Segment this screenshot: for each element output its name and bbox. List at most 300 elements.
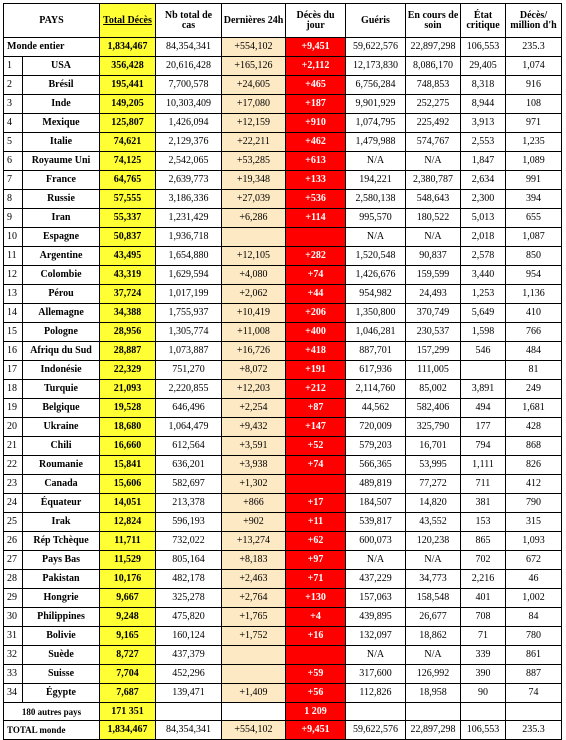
country-name: Irak [23,513,100,532]
row-index: 5 [4,133,23,152]
last-24h: +1,302 [222,475,286,494]
row-index: 27 [4,551,23,570]
critical-cases: 1,598 [461,323,506,342]
recovered: N/A [346,646,406,665]
country-name: Turquie [23,380,100,399]
others-recovered [346,703,406,721]
total-label: TOTAL monde [4,721,100,740]
deaths-today: +462 [286,133,346,152]
row-index: 34 [4,684,23,703]
recovered: 44,562 [346,399,406,418]
total-last24h: +554,102 [222,721,286,740]
active-cases: 180,522 [406,209,461,228]
deaths-per-million: 484 [506,342,562,361]
header-deces-par-million: Décès/ million d'h [506,4,562,38]
deaths-per-million: 916 [506,76,562,95]
recovered: 600,073 [346,532,406,551]
deaths-today: +62 [286,532,346,551]
total-cases: 213,378 [156,494,222,513]
row-index: 32 [4,646,23,665]
table-body [4,38,562,703]
total-deaths: 12,824 [100,513,156,532]
country-name: Égypte [23,684,100,703]
deaths-per-million: 826 [506,456,562,475]
total-cases: 84,354,341 [156,721,222,740]
table-row [4,646,562,665]
deaths-per-million: 84 [506,608,562,627]
row-index: 14 [4,304,23,323]
active-cases: N/A [406,228,461,247]
deaths-today: +400 [286,323,346,342]
row-index: 28 [4,570,23,589]
row-index: 10 [4,228,23,247]
table-row [4,114,562,133]
world-critical: 106,553 [461,38,506,57]
total-deaths: 195,441 [100,76,156,95]
row-index: 1 [4,57,23,76]
row-index: 2 [4,76,23,95]
active-cases: 325,790 [406,418,461,437]
last-24h: +2,062 [222,285,286,304]
table-row [4,570,562,589]
active-cases: 225,492 [406,114,461,133]
deaths-today: +282 [286,247,346,266]
total-cases: 160,124 [156,627,222,646]
total-cases: 2,220,855 [156,380,222,399]
recovered: 9,901,929 [346,95,406,114]
row-index: 13 [4,285,23,304]
deaths-per-million: 766 [506,323,562,342]
recovered: 6,756,284 [346,76,406,95]
row-index: 30 [4,608,23,627]
active-cases: 157,299 [406,342,461,361]
total-deaths: 9,165 [100,627,156,646]
last-24h [222,646,286,665]
country-name: Canada [23,475,100,494]
country-name: Mexique [23,114,100,133]
country-name: Indonésie [23,361,100,380]
recovered: 1,046,281 [346,323,406,342]
header-total-deces: Total Décès [100,4,156,38]
last-24h: +8,183 [222,551,286,570]
last-24h: +13,274 [222,532,286,551]
critical-cases: 2,578 [461,247,506,266]
last-24h: +2,764 [222,589,286,608]
country-name: Colombie [23,266,100,285]
total-cases: 732,022 [156,532,222,551]
critical-cases: 90 [461,684,506,703]
table-row [4,76,562,95]
recovered: 317,600 [346,665,406,684]
critical-cases [461,361,506,380]
active-cases: 34,773 [406,570,461,589]
table-row [4,475,562,494]
active-cases: 53,995 [406,456,461,475]
total-deaths: 7,704 [100,665,156,684]
deaths-today: +187 [286,95,346,114]
total-deaths: 15,606 [100,475,156,494]
deaths-today: +130 [286,589,346,608]
row-index: 16 [4,342,23,361]
world-last24h: +554,102 [222,38,286,57]
last-24h: +17,080 [222,95,286,114]
total-cases: 612,564 [156,437,222,456]
total-deaths: 1,834,467 [100,721,156,740]
total-deaths: 8,727 [100,646,156,665]
deaths-per-million: 1,074 [506,57,562,76]
row-index: 18 [4,380,23,399]
others-active [406,703,461,721]
critical-cases: 390 [461,665,506,684]
total-cases: 636,201 [156,456,222,475]
critical-cases: 381 [461,494,506,513]
country-name: Suisse [23,665,100,684]
critical-cases: 2,300 [461,190,506,209]
row-index: 17 [4,361,23,380]
total-cases: 7,700,578 [156,76,222,95]
total-cases: 805,164 [156,551,222,570]
total-deaths: 9,667 [100,589,156,608]
total-cases: 475,820 [156,608,222,627]
header-gueris: Guéris [346,4,406,38]
critical-cases: 3,913 [461,114,506,133]
deaths-per-million: 850 [506,247,562,266]
table-row [4,285,562,304]
total-deaths-today: +9,451 [286,721,346,740]
active-cases: 548,643 [406,190,461,209]
last-24h: +24,605 [222,76,286,95]
deaths-per-million: 74 [506,684,562,703]
deaths-per-million: 861 [506,646,562,665]
header-pays: PAYS [4,4,100,38]
total-deaths: 19,528 [100,399,156,418]
deaths-today: +2,112 [286,57,346,76]
row-index: 33 [4,665,23,684]
recovered: 566,365 [346,456,406,475]
recovered: 437,229 [346,570,406,589]
table-row [4,133,562,152]
total-cases: 325,278 [156,589,222,608]
deaths-today: +71 [286,570,346,589]
total-cases: 2,639,773 [156,171,222,190]
deaths-per-million: 46 [506,570,562,589]
header-nb-total-cas: Nb total de cas [156,4,222,38]
table-row [4,171,562,190]
critical-cases: 8,944 [461,95,506,114]
world-row [4,38,562,57]
critical-cases: 1,253 [461,285,506,304]
country-name: USA [23,57,100,76]
table-row [4,684,562,703]
recovered: 1,426,676 [346,266,406,285]
deaths-today: +613 [286,152,346,171]
total-critical: 106,553 [461,721,506,740]
last-24h [222,228,286,247]
recovered: 1,074,795 [346,114,406,133]
last-24h: +53,285 [222,152,286,171]
last-24h: +902 [222,513,286,532]
country-name: Argentine [23,247,100,266]
deaths-today: +418 [286,342,346,361]
country-name: Brésil [23,76,100,95]
country-name: France [23,171,100,190]
table-row [4,190,562,209]
total-deaths: 11,711 [100,532,156,551]
world-per-million: 235.3 [506,38,562,57]
critical-cases: 5,013 [461,209,506,228]
critical-cases: 153 [461,513,506,532]
deaths-today: +74 [286,456,346,475]
total-deaths: 34,388 [100,304,156,323]
deaths-per-million: 887 [506,665,562,684]
covid-table-container [3,3,562,740]
deaths-today: +17 [286,494,346,513]
last-24h: +8,072 [222,361,286,380]
active-cases: 111,005 [406,361,461,380]
table-row [4,266,562,285]
country-name: Bolivie [23,627,100,646]
total-recovered: 59,622,576 [346,721,406,740]
world-recovered: 59,622,576 [346,38,406,57]
deaths-per-million: 1,093 [506,532,562,551]
recovered: 617,936 [346,361,406,380]
last-24h: +16,726 [222,342,286,361]
world-cases: 84,354,341 [156,38,222,57]
recovered: 1,350,800 [346,304,406,323]
total-deaths: 18,680 [100,418,156,437]
last-24h: +9,432 [222,418,286,437]
table-row [4,418,562,437]
total-cases: 751,270 [156,361,222,380]
deaths-today: +59 [286,665,346,684]
table-row [4,532,562,551]
total-deaths: 14,051 [100,494,156,513]
critical-cases: 494 [461,399,506,418]
row-index: 4 [4,114,23,133]
row-index: 31 [4,627,23,646]
last-24h: +2,254 [222,399,286,418]
total-per-million: 235.3 [506,721,562,740]
last-24h: +3,938 [222,456,286,475]
table-row [4,589,562,608]
last-24h: +27,039 [222,190,286,209]
total-deaths: 64,765 [100,171,156,190]
row-index: 26 [4,532,23,551]
table-row [4,456,562,475]
critical-cases: 401 [461,589,506,608]
recovered: 2,114,760 [346,380,406,399]
world-active: 22,897,298 [406,38,461,57]
deaths-per-million: 672 [506,551,562,570]
deaths-today [286,646,346,665]
active-cases: 748,853 [406,76,461,95]
active-cases: 16,701 [406,437,461,456]
recovered: 2,580,138 [346,190,406,209]
country-name: Russie [23,190,100,209]
active-cases: 126,992 [406,665,461,684]
country-name: Ukraine [23,418,100,437]
table-row [4,95,562,114]
active-cases: 159,599 [406,266,461,285]
last-24h: +12,159 [222,114,286,133]
critical-cases: 339 [461,646,506,665]
critical-cases: 71 [461,627,506,646]
row-index: 12 [4,266,23,285]
deaths-per-million: 790 [506,494,562,513]
table-row [4,304,562,323]
table-row [4,342,562,361]
critical-cases: 5,649 [461,304,506,323]
recovered: 995,570 [346,209,406,228]
total-cases: 1,073,887 [156,342,222,361]
recovered: 954,982 [346,285,406,304]
deaths-today: +74 [286,266,346,285]
last-24h: +6,286 [222,209,286,228]
table-row [4,323,562,342]
country-name: Roumanie [23,456,100,475]
deaths-today: +212 [286,380,346,399]
deaths-today: +206 [286,304,346,323]
last-24h: +2,463 [222,570,286,589]
active-cases: N/A [406,551,461,570]
row-index: 21 [4,437,23,456]
country-name: Philippines [23,608,100,627]
deaths-today: +44 [286,285,346,304]
deaths-per-million: 1,002 [506,589,562,608]
active-cases: 8,086,170 [406,57,461,76]
country-name: Pakistan [23,570,100,589]
total-deaths: 16,660 [100,437,156,456]
table-row [4,494,562,513]
deaths-per-million: 868 [506,437,562,456]
recovered: 194,221 [346,171,406,190]
world-deaths-today: +9,451 [286,38,346,57]
critical-cases: 2,553 [461,133,506,152]
total-deaths: 9,248 [100,608,156,627]
recovered: 1,520,548 [346,247,406,266]
active-cases: 90,837 [406,247,461,266]
country-name: Italie [23,133,100,152]
active-cases: 77,272 [406,475,461,494]
others-label: 180 autres pays [4,703,100,721]
table-row [4,209,562,228]
last-24h: +3,591 [222,437,286,456]
total-cases: 10,303,409 [156,95,222,114]
total-cases: 1,755,937 [156,304,222,323]
active-cases: N/A [406,646,461,665]
country-name: Suède [23,646,100,665]
total-cases: 1,426,094 [156,114,222,133]
critical-cases: 177 [461,418,506,437]
row-index: 19 [4,399,23,418]
last-24h: +866 [222,494,286,513]
last-24h: +12,105 [222,247,286,266]
table-row [4,399,562,418]
critical-cases: 865 [461,532,506,551]
deaths-today: +114 [286,209,346,228]
recovered: 439,895 [346,608,406,627]
recovered: 132,097 [346,627,406,646]
table-row [4,247,562,266]
last-24h: +11,008 [222,323,286,342]
active-cases: 2,380,787 [406,171,461,190]
critical-cases: 708 [461,608,506,627]
deaths-per-million: 1,087 [506,228,562,247]
others-per-million [506,703,562,721]
deaths-today: +97 [286,551,346,570]
last-24h: +10,419 [222,304,286,323]
critical-cases: 1,847 [461,152,506,171]
total-cases: 3,186,336 [156,190,222,209]
active-cases: 158,548 [406,589,461,608]
recovered: 579,203 [346,437,406,456]
world-deaths: 1,834,467 [100,38,156,57]
last-24h: +1,765 [222,608,286,627]
deaths-today [286,475,346,494]
recovered: 887,701 [346,342,406,361]
total-cases: 596,193 [156,513,222,532]
deaths-per-million: 655 [506,209,562,228]
deaths-today: +147 [286,418,346,437]
total-deaths: 21,093 [100,380,156,399]
recovered: 489,819 [346,475,406,494]
total-cases: 1,936,718 [156,228,222,247]
table-row [4,361,562,380]
world-label: Monde entier [4,38,100,57]
deaths-today: +133 [286,171,346,190]
total-cases: 2,542,065 [156,152,222,171]
critical-cases: 2,018 [461,228,506,247]
country-name: Rép Tchèque [23,532,100,551]
deaths-per-million: 428 [506,418,562,437]
total-cases: 1,629,594 [156,266,222,285]
deaths-per-million: 412 [506,475,562,494]
recovered: 12,173,830 [346,57,406,76]
header-en-cours-de-soin: En cours de soin [406,4,461,38]
active-cases: 26,677 [406,608,461,627]
row-index: 9 [4,209,23,228]
table-row [4,437,562,456]
country-name: Inde [23,95,100,114]
header-dernieres-24h: Dernières 24h [222,4,286,38]
last-24h: +12,203 [222,380,286,399]
active-cases: 370,749 [406,304,461,323]
last-24h: +19,348 [222,171,286,190]
table-row [4,627,562,646]
recovered: N/A [346,551,406,570]
critical-cases: 1,111 [461,456,506,475]
deaths-per-million: 394 [506,190,562,209]
deaths-per-million: 954 [506,266,562,285]
total-cases: 1,305,774 [156,323,222,342]
total-deaths: 28,956 [100,323,156,342]
total-cases: 1,017,199 [156,285,222,304]
recovered: 539,817 [346,513,406,532]
deaths-today: +87 [286,399,346,418]
country-name: Hongrie [23,589,100,608]
deaths-today: +4 [286,608,346,627]
deaths-per-million: 780 [506,627,562,646]
recovered: N/A [346,228,406,247]
row-index: 20 [4,418,23,437]
total-cases: 2,129,376 [156,133,222,152]
country-name: Belgique [23,399,100,418]
total-cases: 1,231,429 [156,209,222,228]
others-deaths: 171 351 [100,703,156,721]
total-cases: 20,616,428 [156,57,222,76]
deaths-per-million: 81 [506,361,562,380]
deaths-today: +191 [286,361,346,380]
